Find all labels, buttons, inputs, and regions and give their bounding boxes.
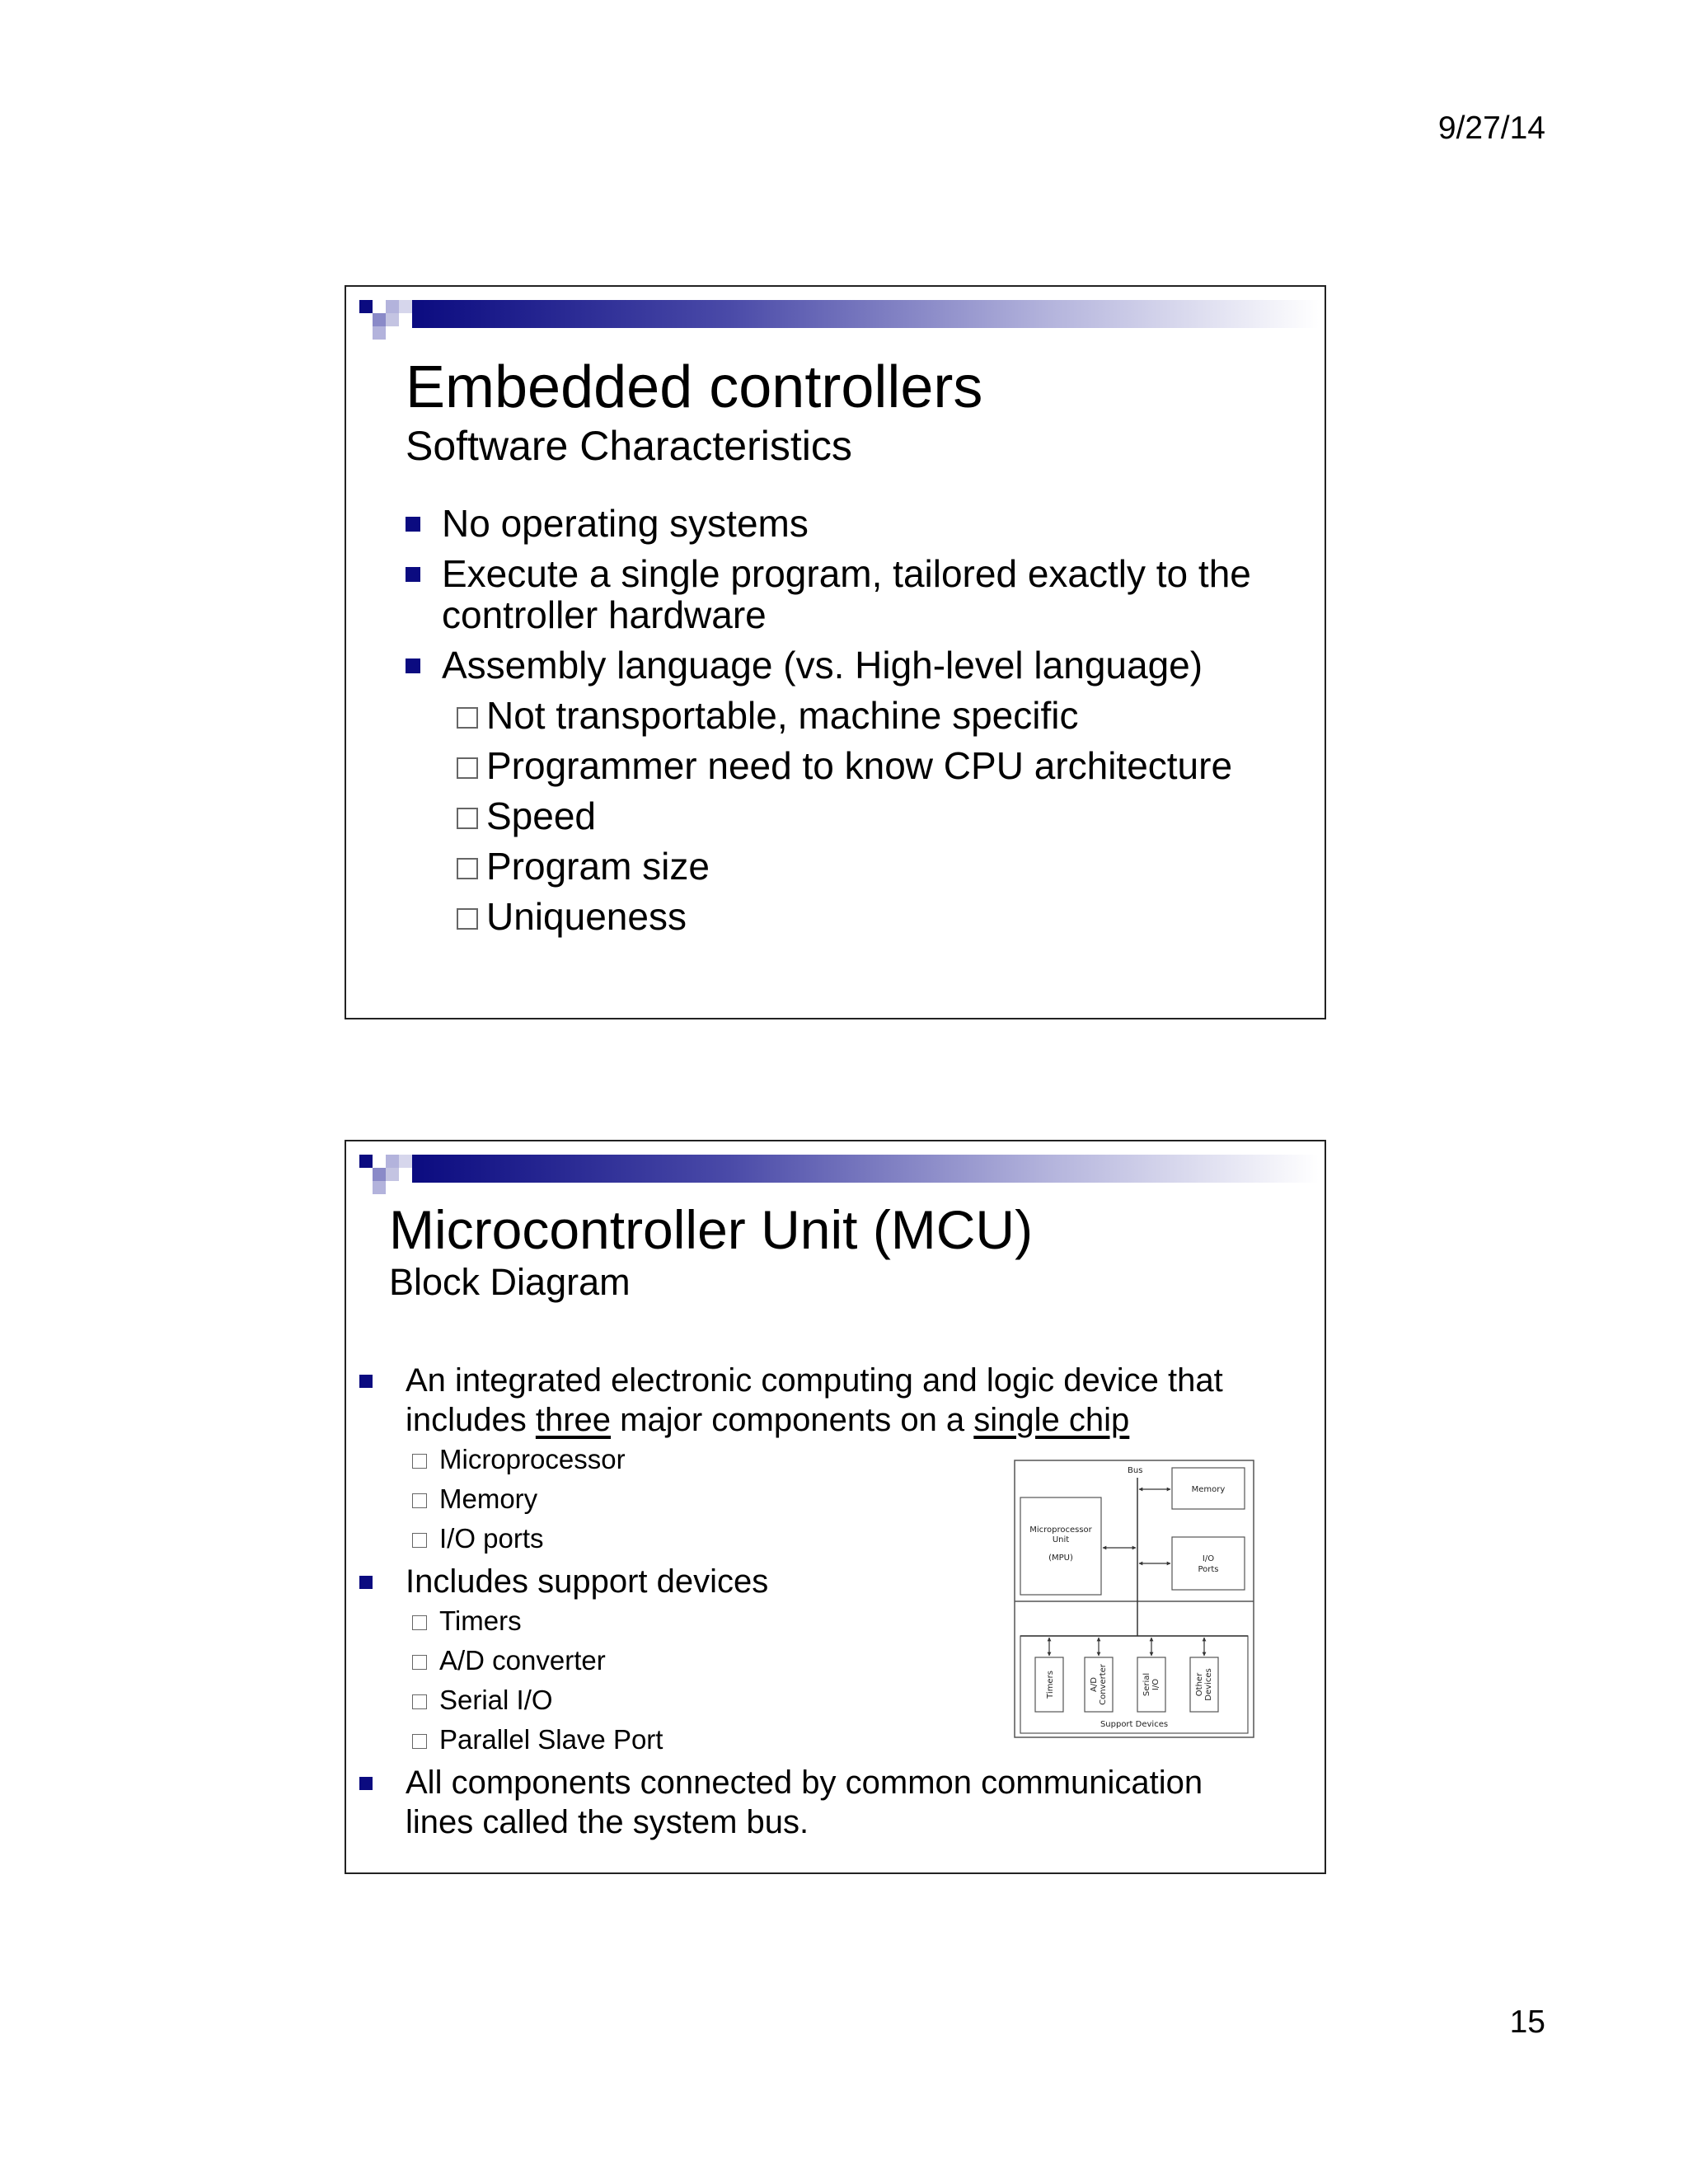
list-subitem: Programmer need to know CPU architecture xyxy=(406,745,1291,786)
svg-text:Other: Other xyxy=(1195,1672,1204,1697)
checkbox-bullet-icon xyxy=(412,1655,427,1670)
checkbox-bullet-icon xyxy=(412,1734,427,1749)
checkbox-bullet-icon xyxy=(457,908,478,930)
list-subitem: Serial I/O xyxy=(359,1680,1246,1720)
svg-text:Timers: Timers xyxy=(1046,1671,1055,1699)
svg-text:Memory: Memory xyxy=(1191,1485,1226,1494)
svg-text:Devices: Devices xyxy=(1204,1668,1213,1701)
list-item: Assembly language (vs. High-level language) xyxy=(406,644,1291,686)
checkbox-bullet-icon xyxy=(457,757,478,779)
svg-text:Serial: Serial xyxy=(1142,1672,1151,1697)
bullet-square-icon xyxy=(359,1576,373,1589)
svg-text:Support Devices: Support Devices xyxy=(1100,1720,1169,1729)
svg-text:A/D: A/D xyxy=(1090,1677,1099,1692)
list-subitem: Microprocessor xyxy=(359,1440,1246,1479)
bus-label: Bus xyxy=(1128,1466,1143,1475)
slide-subtitle: Software Characteristics xyxy=(406,423,852,469)
list-item: All components connected by common communication lines called the system bus. xyxy=(359,1763,1230,1842)
svg-text:Microprocessor: Microprocessor xyxy=(1029,1526,1092,1535)
slide-embedded-controllers xyxy=(345,285,1326,1019)
list-subitem: A/D converter xyxy=(359,1641,1246,1680)
slide-mcu-block-diagram xyxy=(345,1140,1326,1874)
svg-text:I/O: I/O xyxy=(1151,1678,1160,1691)
checkbox-bullet-icon xyxy=(412,1694,427,1709)
svg-text:Ports: Ports xyxy=(1198,1565,1219,1574)
bullet-square-icon xyxy=(359,1777,373,1790)
list-subitem: Not transportable, machine specific xyxy=(406,695,1291,736)
checkbox-bullet-icon xyxy=(412,1533,427,1548)
list-item: An integrated electronic computing and logic device that includes three major components on a single chip xyxy=(359,1361,1246,1440)
checkbox-bullet-icon xyxy=(457,707,478,729)
slide-subtitle: Block Diagram xyxy=(389,1261,631,1303)
svg-text:Converter: Converter xyxy=(1099,1664,1108,1705)
bullet-square-icon xyxy=(406,517,420,532)
slide-banner xyxy=(346,287,1325,344)
bullet-square-icon xyxy=(406,658,420,673)
checkbox-bullet-icon xyxy=(457,808,478,829)
svg-text:I/O: I/O xyxy=(1202,1554,1215,1563)
page-number: 15 xyxy=(1509,2004,1545,2040)
page-date: 9/27/14 xyxy=(1437,110,1545,146)
list-subitem: Parallel Slave Port xyxy=(359,1720,1246,1760)
bullet-list xyxy=(406,503,1291,946)
bullet-square-icon xyxy=(406,567,420,582)
list-item: No operating systems xyxy=(406,503,1291,544)
mpu-block xyxy=(1020,1497,1101,1595)
checkbox-bullet-icon xyxy=(412,1493,427,1508)
slide-title: Microcontroller Unit (MCU) xyxy=(389,1199,1034,1260)
list-subitem: Memory xyxy=(359,1479,1246,1519)
slide-banner xyxy=(346,1141,1325,1199)
svg-text:Unit: Unit xyxy=(1052,1535,1070,1544)
bullet-square-icon xyxy=(359,1375,373,1388)
io-ports-block xyxy=(1172,1537,1245,1590)
list-subitem: Program size xyxy=(406,846,1291,887)
list-item: Execute a single program, tailored exactly to the controller hardware xyxy=(406,553,1291,635)
list-subitem: Timers xyxy=(359,1601,1246,1641)
mcu-block-diagram xyxy=(1014,1460,1254,1738)
list-item: Includes support devices xyxy=(359,1562,1246,1601)
checkbox-bullet-icon xyxy=(457,858,478,879)
list-subitem: Uniqueness xyxy=(406,896,1291,937)
svg-text:(MPU): (MPU) xyxy=(1048,1554,1073,1563)
slide-title: Embedded controllers xyxy=(406,354,983,420)
list-subitem: I/O ports xyxy=(359,1519,1246,1558)
list-subitem: Speed xyxy=(406,795,1291,837)
checkbox-bullet-icon xyxy=(412,1454,427,1469)
checkbox-bullet-icon xyxy=(412,1615,427,1630)
